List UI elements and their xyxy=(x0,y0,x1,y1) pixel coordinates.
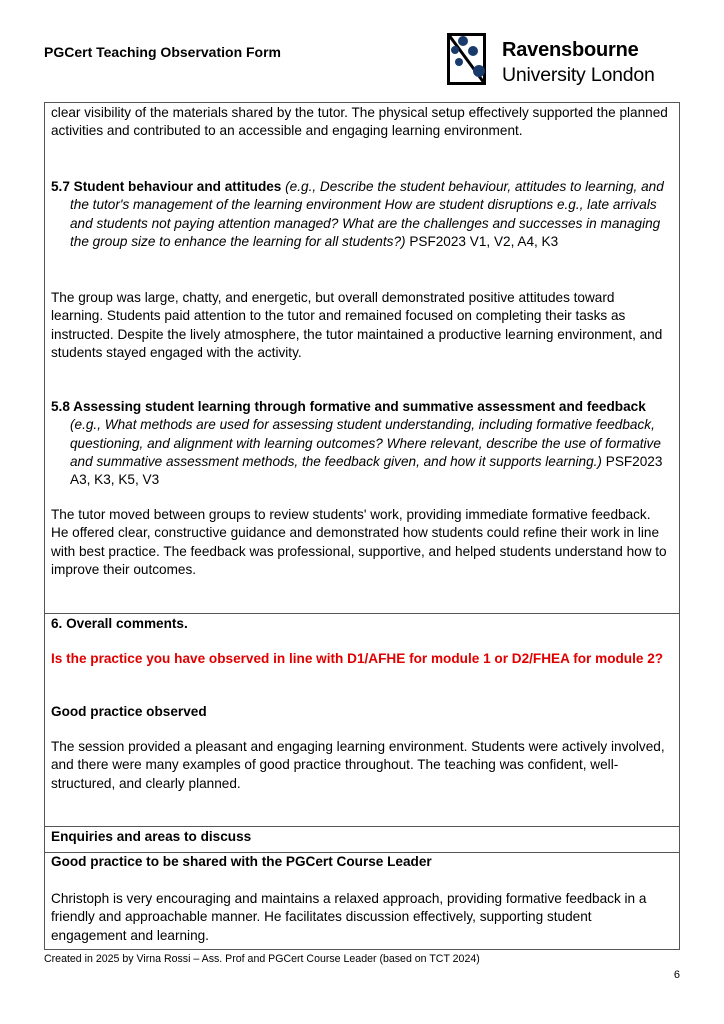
section-5-8-example: (e.g., What methods are used for assessing student understanding, including formative feedback, questioning, and alignment with learning outcomes? Where relevant, describe the use of formative and summative assessment methods, the feedback given, and how it supports learning.) xyxy=(70,417,661,469)
good-practice-text: The session provided a pleasant and engaging learning environment. Students were actively involved, and there were many examples of good practice throughout. The teaching was confident, well-structured, and clearly planned. xyxy=(51,739,665,791)
good-practice-heading: Good practice observed xyxy=(51,704,207,719)
section-5-8-heading: 5.8 Assessing student learning through formative and summative assessment and feedback xyxy=(51,399,646,414)
section-5-7-prompt xyxy=(51,178,669,251)
enquiries-box xyxy=(44,826,680,853)
section-5-8-prompt xyxy=(51,398,669,489)
footer-credit: Created in 2025 by Virna Rossi – Ass. Prof and PGCert Course Leader (based on TCT 2024) xyxy=(44,953,480,965)
section-5-7-response: The group was large, chatty, and energetic, but overall demonstrated positive attitudes toward learning. Students paid attention to the tutor and remained focused on completing their tasks as instructed. Despite the lively atmosphere, the tutor maintained a productive learning environment, and students stayed engaged with the activity. xyxy=(51,290,663,360)
logo-text-line1: Ravensbourne xyxy=(502,39,639,61)
section-5-8-psf: PSF2023 A3, K3, K5, V3 xyxy=(70,453,663,488)
section-5-7-example: (e.g., Describe the student behaviour, attitudes to learning, and the tutor's management of the learning environment How are student disruptions e.g., late arrivals and students not paying attention managed? What are the challenges and successes in managing the group size to enhance the learning for all students?) xyxy=(70,179,664,249)
shared-practice-box xyxy=(44,852,680,950)
enquiries-heading: Enquiries and areas to discuss xyxy=(51,829,252,844)
continued-text: clear visibility of the materials shared by the tutor. The physical setup effectively supported the planned activities and contributed to an accessible and engaging learning environment. xyxy=(51,105,668,139)
ravensbourne-logo-icon xyxy=(447,33,491,87)
logo-text-line2: University London xyxy=(502,64,655,86)
section-5-7-psf: PSF2023 V1, V2, A4, K3 xyxy=(409,233,559,249)
section-5-box xyxy=(44,102,680,614)
form-title: PGCert Teaching Observation Form xyxy=(44,44,282,60)
page-number: 6 xyxy=(673,969,680,981)
section-5-8-response: The tutor moved between groups to review students' work, providing immediate formative feedback. He offered clear, constructive guidance and demonstrated how students could refine their work in line with best practice. The feedback was professional, supportive, and helped students understand how to improve their outcomes. xyxy=(51,507,667,577)
section-5-7-heading: 5.7 Student behaviour and attitudes xyxy=(51,179,282,194)
section-6-question: Is the practice you have observed in line with D1/AFHE for module 1 or D2/FHEA for module 2? xyxy=(51,651,664,666)
section-6-box xyxy=(44,613,680,827)
shared-practice-heading: Good practice to be shared with the PGCert Course Leader xyxy=(51,854,432,869)
university-logo xyxy=(447,33,677,88)
section-6-heading: 6. Overall comments. xyxy=(51,616,188,631)
shared-practice-text: Christoph is very encouraging and maintains a relaxed approach, providing formative feedback in a friendly and approachable manner. He facilitates discussion effectively, supporting student engagement and learning. xyxy=(51,891,647,943)
